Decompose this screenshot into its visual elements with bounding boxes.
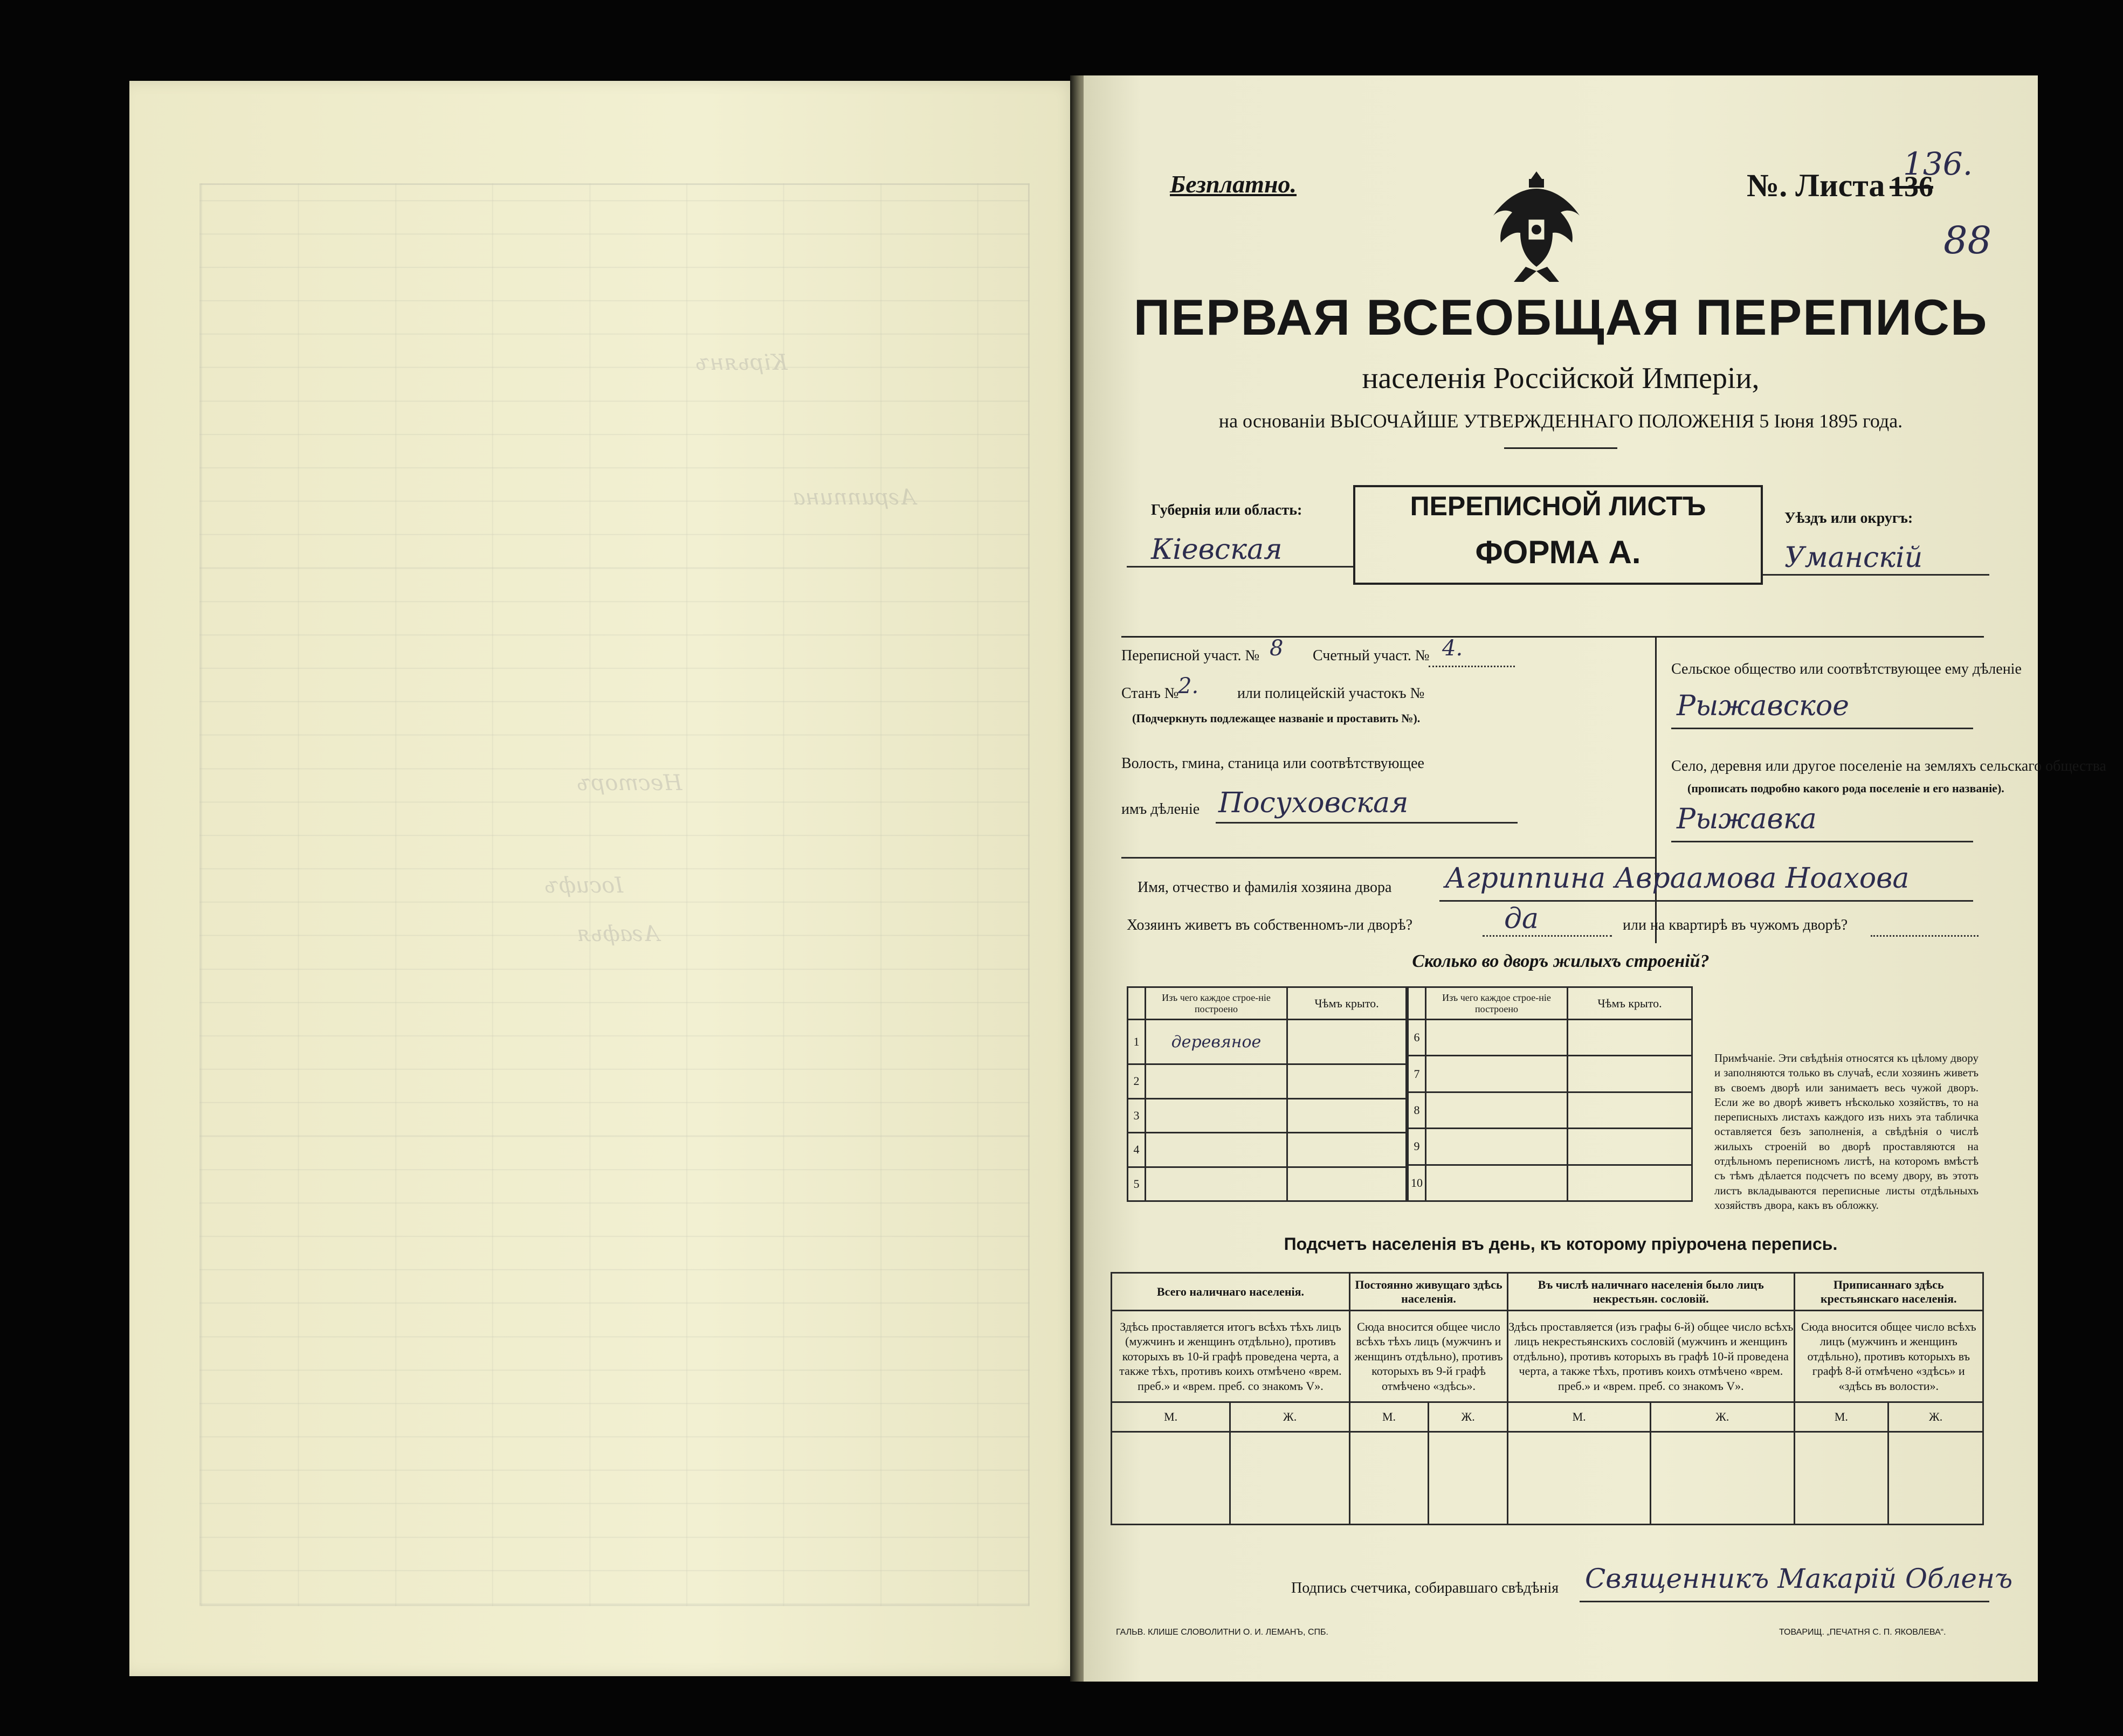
underline-instruction: (Подчеркнуть подлежащее названіе и проставить №). xyxy=(1132,711,1421,725)
form-sheet-title: ПЕРЕПИСНОЙ ЛИСТЪ xyxy=(1410,491,1706,521)
row-number: 3 xyxy=(1128,1098,1146,1132)
title-ornament xyxy=(1504,447,1617,449)
roof-column-header: Чѣмъ крыто. xyxy=(1568,987,1692,1020)
buildings-note: Примѣчаніе. Эти свѣдѣнія относятся къ цѣлому двору и заполняются только въ случаѣ, если хозяинъ живетъ въ своемъ дворѣ или занимаетъ весь чужой дворъ. Если же во дворѣ живетъ нѣсколько хозяйствъ, то на переписныхъ листахъ каждого изъ нихъ эта табличка оставляется безъ заполненія, а свѣдѣнія о числѣ жилыхъ строеній во дворѣ проставляются на отдѣльномъ переписномъ листѣ, на которомъ вмѣстѣ съ тѣмъ дѣлается подсчетъ по всему двору, въ этотъ листъ вкладываются переписные листы отдѣльныхъ хозяйствъ двора, какъ въ обложку. xyxy=(1714,1052,1979,1212)
row-number: 1 xyxy=(1128,1020,1146,1064)
owner-name-label: Имя, отчество и фамилія хозяина двора xyxy=(1138,879,1392,896)
buildings-table-left xyxy=(1127,986,1407,1202)
count-col-header: Постоянно живущаго здѣсь населенія. xyxy=(1349,1273,1507,1311)
police-district-label: или полицейскій участокъ № xyxy=(1237,685,1425,702)
population-count-table xyxy=(1111,1272,1984,1525)
volost-label: Волость, гмина, станица или соотвѣтствующее xyxy=(1121,755,1424,772)
row-number: 9 xyxy=(1408,1129,1426,1165)
count-district-value: 4. xyxy=(1442,636,1463,661)
footer-printer-left: ГАЛЬВ. КЛИШЕ СЛОВОЛИТНИ О. И. ЛЕМАНЪ, СПБ. xyxy=(1116,1628,1328,1637)
row-number: 5 xyxy=(1128,1167,1146,1201)
sheet-number-handwritten-2: 88 xyxy=(1943,218,1992,262)
male-column-header: М. xyxy=(1112,1402,1230,1432)
signature-value: Священникъ Макарій Обленъ xyxy=(1585,1563,2013,1594)
ghost-handwriting: Агафья xyxy=(577,922,660,946)
female-column-header: Ж. xyxy=(1230,1402,1350,1432)
row-number: 8 xyxy=(1408,1092,1426,1128)
tenant-label: или на квартирѣ въ чужомъ дворѣ? xyxy=(1623,917,1848,933)
village-label: Село, деревня или другое поселеніе на земляхъ сельскаго общества xyxy=(1671,758,2106,774)
bleed-through-grid xyxy=(199,183,1030,1606)
uezd-value: Уманскій xyxy=(1784,542,1923,574)
ghost-handwriting: Іосифъ xyxy=(544,873,624,898)
row-number: 7 xyxy=(1408,1056,1426,1092)
buildings-table-right xyxy=(1407,986,1693,1202)
double-headed-eagle-emblem xyxy=(1483,167,1590,286)
stan-label: Станъ № xyxy=(1121,685,1179,702)
sheet-number-label: №. Листа xyxy=(1747,168,1885,203)
count-col-header: Всего наличнаго населенія. xyxy=(1112,1273,1350,1311)
male-column-header: М. xyxy=(1794,1402,1888,1432)
free-label: Безплатно. xyxy=(1170,170,1297,198)
roof-column-header: Чѣмъ крыто. xyxy=(1287,987,1407,1020)
female-column-header: Ж. xyxy=(1651,1402,1794,1432)
count-col-instruction: Здѣсь проставляется (изъ графы 6-й) общее число всѣхъ лицъ некрестьянскихъ сословій (мужчинъ и женщинъ отдѣльно), противъ которыхъ въ графѣ 10-й проведена черта, а также тѣхъ, противъ коихъ отмѣчено «врем. преб.» и «врем. преб. со знакомъ V». xyxy=(1508,1311,1794,1402)
signature-label: Подпись счетчика, собиравшаго свѣдѣнія xyxy=(1291,1580,1559,1596)
count-col-header: Приписаннаго здѣсь крестьянскаго населенія. xyxy=(1794,1273,1983,1311)
form-legal-basis: на основаніи ВЫСОЧАЙШЕ УТВЕРЖДЕННАГО ПОЛОЖЕНІЯ 5 Іюня 1895 года. xyxy=(1218,410,1903,432)
form-main-title: ПЕРВАЯ ВСЕОБЩАЯ ПЕРЕПИСЬ xyxy=(1133,289,1988,345)
ghost-handwriting: Агриппина xyxy=(792,485,916,510)
ghost-handwriting: Несторъ xyxy=(577,771,683,796)
left-page xyxy=(129,81,1078,1676)
volost-label-2: имъ дѣленіе xyxy=(1121,801,1200,818)
count-col-instruction: Сюда вносится общее число всѣхъ лицъ (мужчинъ и женщинъ отдѣльно), противъ которыхъ въ графѣ 8-й отмѣчено «здѣсь» и «здѣсь въ волости». xyxy=(1794,1311,1983,1402)
row-number: 4 xyxy=(1128,1133,1146,1167)
material-column-header: Изъ чего каждое строе-ніе построено xyxy=(1146,987,1287,1020)
row-number: 2 xyxy=(1128,1064,1146,1098)
count-col-header: Въ числѣ наличнаго населенія было лицъ некрестьян. сословій. xyxy=(1508,1273,1794,1311)
gubernia-label: Губернія или область: xyxy=(1151,502,1302,518)
count-col-instruction: Сюда вносится общее число всѣхъ тѣхъ лицъ (мужчинъ и женщинъ отдѣльно), противъ которыхъ въ 9-й графѣ отмѣчено «здѣсь». xyxy=(1349,1311,1507,1402)
form-subtitle: населенія Россійской Имперіи, xyxy=(1362,362,1760,395)
uezd-label: Уѣздъ или округъ: xyxy=(1784,510,1913,527)
stan-value: 2. xyxy=(1178,674,1199,698)
society-value: Рыжавское xyxy=(1677,690,1849,722)
society-label: Сельское общество или соотвѣтствующее ему дѣленіе xyxy=(1671,661,2022,677)
row-number: 10 xyxy=(1408,1165,1426,1201)
enumeration-district-label: Переписной участ. № xyxy=(1121,647,1260,664)
footer-printer-right: ТОВАРИЩ. „ПЕЧАТНЯ С. П. ЯКОВЛЕВА“. xyxy=(1779,1628,1946,1637)
ghost-handwriting: Кірьянъ xyxy=(695,350,788,375)
volost-value: Посуховская xyxy=(1218,787,1409,819)
male-column-header: М. xyxy=(1349,1402,1428,1432)
gubernia-value: Кіевская xyxy=(1151,534,1283,566)
sheet-number-handwritten: 136. xyxy=(1903,146,1973,182)
count-col-instruction: Здѣсь проставляется итогъ всѣхъ тѣхъ лицъ (мужчинъ и женщинъ отдѣльно), противъ которыхъ въ 10-й графѣ проведена черта, а также тѣхъ, противъ коихъ отмѣчено «врем. преб.» и «врем. преб. со знакомъ V». xyxy=(1112,1311,1350,1402)
material-column-header: Изъ чего каждое строе-ніе построено xyxy=(1426,987,1568,1020)
owner-residence-value: да xyxy=(1504,903,1539,935)
buildings-question: Сколько во дворъ жилыхъ строеній? xyxy=(1412,951,1710,971)
census-form-page xyxy=(1084,75,2106,1682)
building-material-value: деревяное xyxy=(1171,1032,1262,1052)
female-column-header: Ж. xyxy=(1888,1402,1983,1432)
form-sheet-type: ФОРМА А. xyxy=(1475,534,1641,570)
owner-residence-label: Хозяинъ живетъ въ собственномъ-ли дворѣ? xyxy=(1127,917,1413,933)
population-count-title: Подсчетъ населенія въ день, къ которому пріурочена перепись. xyxy=(1284,1234,1838,1254)
enumeration-district-value: 8 xyxy=(1270,636,1284,661)
sheet-number-printed: 136 xyxy=(1890,170,1933,203)
village-note: (прописать подробно какого рода поселеніе и его названіе). xyxy=(1687,781,2004,795)
male-column-header: М. xyxy=(1508,1402,1651,1432)
village-value: Рыжавка xyxy=(1677,803,1817,835)
row-number: 6 xyxy=(1408,1020,1426,1056)
female-column-header: Ж. xyxy=(1429,1402,1508,1432)
owner-name-value: Агриппина Авраамова Ноахова xyxy=(1445,862,1910,895)
count-district-label: Счетный участ. № xyxy=(1313,647,1430,664)
